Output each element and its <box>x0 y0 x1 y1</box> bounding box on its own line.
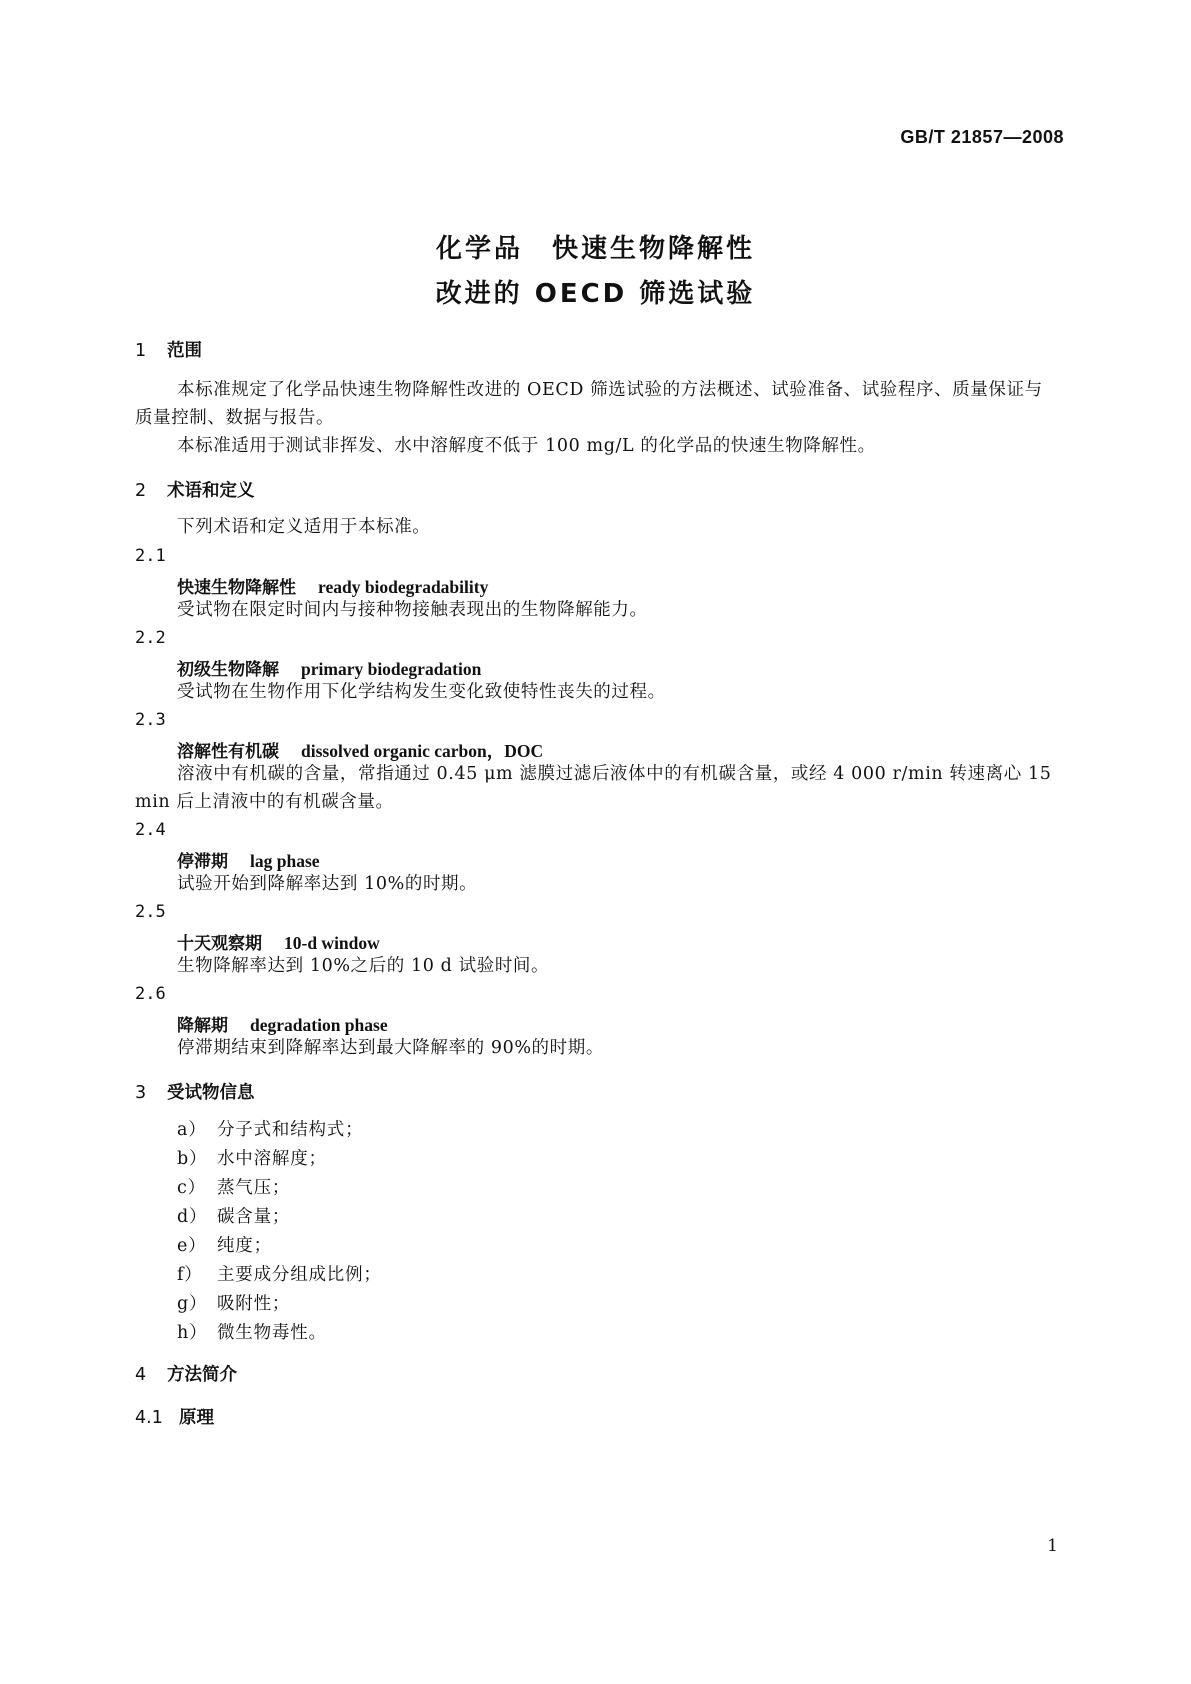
section-4-heading <box>135 1361 237 1386</box>
section-number: 4.1 <box>135 1408 163 1428</box>
page-number: 1 <box>1047 1536 1058 1556</box>
term-zh: 十天观察期 <box>177 934 262 954</box>
scope-paragraph-2: 本标准适用于测试非挥发、水中溶解度不低于 100 mg/L 的化学品的快速生物降解性。 <box>177 436 876 456</box>
list-item: b） 水中溶解度； <box>177 1149 327 1169</box>
term-en: dissolved organic carbon，DOC <box>301 741 544 761</box>
list-item: f） 主要成分组成比例； <box>177 1265 382 1285</box>
section-number: 4 <box>135 1365 147 1385</box>
section-number: 3 <box>135 1083 147 1103</box>
term-definition: 受试物在生物作用下化学结构发生变化致使特性丧失的过程。 <box>177 682 666 702</box>
term-heading <box>177 847 320 872</box>
section-number: 2 <box>135 481 147 501</box>
term-heading <box>177 1011 388 1036</box>
list-item: a） 分子式和结构式； <box>177 1120 364 1140</box>
section-title: 术语和定义 <box>167 481 255 501</box>
term-zh: 降解期 <box>177 1016 228 1036</box>
term-heading <box>177 929 380 954</box>
standard-code: GB/T 21857—2008 <box>900 127 1064 147</box>
term-heading <box>177 573 488 598</box>
scope-paragraph-1: 本标准规定了化学品快速生物降解性改进的 OECD 筛选试验的方法概述、试验准备、试验程序、质量保证与质量控制、数据与报告。 <box>135 380 1043 428</box>
term-en: ready biodegradability <box>318 577 489 597</box>
document-title-line2: 改进的 OECD 筛选试验 <box>435 279 756 309</box>
section-1-heading <box>135 337 202 362</box>
clause-number: 2.6 <box>135 984 166 1004</box>
section-title: 原理 <box>179 1408 214 1428</box>
clause-number: 2.2 <box>135 628 166 648</box>
term-zh: 停滞期 <box>177 852 228 872</box>
clause-number: 2.1 <box>135 546 166 566</box>
term-zh: 初级生物降解 <box>177 660 279 680</box>
term-definition: 试验开始到降解率达到 10%的时期。 <box>177 874 478 894</box>
term-en: 10-d window <box>284 933 380 953</box>
terms-intro: 下列术语和定义适用于本标准。 <box>177 517 431 537</box>
section-title: 方法简介 <box>167 1365 237 1385</box>
list-item: d） 碳含量； <box>177 1207 291 1227</box>
term-definition: 停滞期结束到降解率达到最大降解率的 90%的时期。 <box>177 1038 604 1058</box>
section-title: 范围 <box>167 341 202 361</box>
term-heading <box>177 655 481 680</box>
term-zh: 快速生物降解性 <box>177 578 296 598</box>
document-title-line1: 化学品 快速生物降解性 <box>435 234 755 264</box>
term-definition: 受试物在限定时间内与接种物接触表现出的生物降解能力。 <box>177 600 648 620</box>
clause-number: 2.3 <box>135 710 166 730</box>
section-4-1-heading <box>135 1404 214 1429</box>
list-item: e） 纯度； <box>177 1236 272 1256</box>
term-zh: 溶解性有机碳 <box>177 742 279 762</box>
term-definition: 生物降解率达到 10%之后的 10 d 试验时间。 <box>177 956 550 976</box>
term-definition: 溶液中有机碳的含量，常指通过 0.45 μm 滤膜过滤后液体中的有机碳含量，或经 4 000 r/min 转速离心 15 min 后上清液中的有机碳含量。 <box>135 764 1052 812</box>
section-title: 受试物信息 <box>167 1083 255 1103</box>
list-item: g） 吸附性； <box>177 1294 291 1314</box>
list-item: h） 微生物毒性。 <box>177 1323 327 1343</box>
section-3-heading <box>135 1079 255 1104</box>
list-item: c） 蒸气压； <box>177 1178 291 1198</box>
term-en: primary biodegradation <box>301 659 482 679</box>
term-en: degradation phase <box>250 1015 388 1035</box>
term-en: lag phase <box>250 851 320 871</box>
clause-number: 2.4 <box>135 820 166 840</box>
clause-number: 2.5 <box>135 902 166 922</box>
section-2-heading <box>135 477 255 502</box>
section-number: 1 <box>135 341 147 361</box>
